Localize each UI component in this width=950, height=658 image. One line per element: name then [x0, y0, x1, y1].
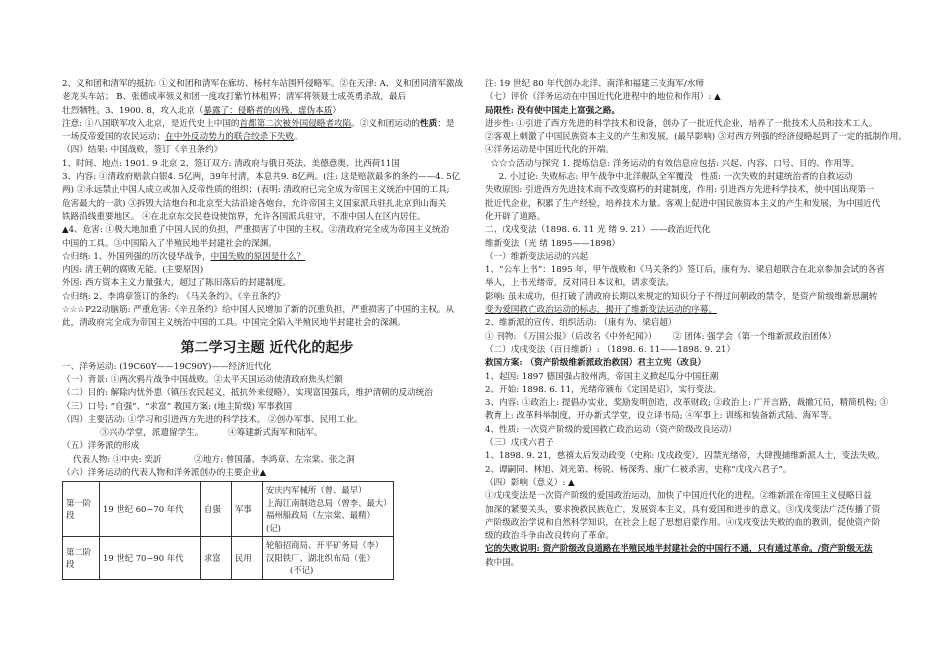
text-line: 外因: 西方资本主义力量强大，超过了陈旧落后的封建制度。 [62, 278, 292, 289]
text-line: 产阶级政治学说和自然科学知识，在社会上起了思想启蒙作用。④戊戌变法失败的血的教训，促使资产阶 [485, 517, 881, 528]
text-span: 注意: ①八国联军攻入北京，是近代史上中国的 [62, 118, 240, 129]
table-cell: 军事 [232, 482, 263, 537]
text-line: 两) ②永远禁止中国人成立或加入反帝性质的组织；(表明: 清政府已完全成为帝国主义统治中国的工具; [62, 185, 450, 196]
left-column [62, 78, 472, 580]
text-line: 1、起因: 1897 德国强占胶州湾，帝国主义掀起瓜分中国狂潮 [485, 371, 719, 382]
text-line: ☆☆☆P22动脑筋: 严重危害:《辛丑条约》给中国人民增加了新的沉重负担，严重损害了中国的主权。从 [62, 305, 455, 316]
text-line: （一）维新变法运动的兴起 [485, 251, 589, 262]
text-line: 维新变法（光 绪 1895——1898） [485, 238, 621, 249]
text-line: （二）戊戌变法（百日维新）: （1898. 6. 11——1898. 9. 21） [485, 344, 736, 355]
text-line: （一）背景: ①两次鸦片战争中国战败。②太平天国运动使清政府焦头烂额 [62, 374, 343, 385]
text-line: 内因: 清王朝的腐败无能。(主要原因) [62, 265, 204, 276]
table-cell: 求富 [201, 537, 232, 580]
company-item: (不记) [290, 565, 314, 576]
text-line: 它的失败说明: 资产阶级改良道路在半殖民地半封建社会的中国行不通，只有通过革命。/资产阶级无法 [485, 544, 873, 555]
table-cell: 19 世纪 60~70 年代 [100, 482, 201, 537]
text-span: ：是 [437, 118, 455, 129]
table-cell: 第一阶段 [63, 482, 100, 537]
text-line: 二、戊戌变法（1898. 6. 11 光 绪 9. 21）——政治近代化 [485, 225, 711, 236]
table-row [63, 537, 394, 580]
text-line [62, 251, 472, 264]
text-line: 变为爱国救亡政治运动的标志，揭开了维新变法运动的序幕。 [485, 305, 718, 316]
section-heading: 第二学习主题 近代化的起步 [180, 339, 354, 356]
text-line: 局限性: 没有使中国走上富强之路。 [485, 105, 621, 116]
text-line: 2、维新派的宣传、组织活动: （康有为、梁启超） [485, 318, 677, 329]
underlined-text: 在中外反动势力的联合绞杀下失败 [165, 132, 295, 143]
text-line: ▲4、危害: ①极大地加重了中国人民的负担，严重损害了中国的主权。②清政府完全成为帝国主义统治 [62, 225, 450, 236]
text-line: 一、洋务运动: (19C60Y——19C90Y)——经济近代化 [62, 361, 272, 372]
text-line: 2. 小过论: 失败标志: 甲午战争中北洋舰队全军覆没 性质: 一次失败的封建统治者的自救运动 [485, 172, 853, 183]
text-line: 举人，上书光绪帝，反对同日本议和，请求变法。 [485, 278, 675, 289]
text-line: （三）口号: “自强”、“求富” 教国方案: (地主阶级) 军事救国 [62, 401, 293, 412]
text-line: 进步性: ①引进了西方先进的科学技术和设备，创办了一批近代企业，培养了一批技术人员和技术工人。 [485, 118, 878, 129]
underlined-text: 首都第二次被外国侵略者攻陷 [239, 118, 352, 129]
text-span: 。②义和团运动的 [351, 118, 421, 129]
text-line: （三）戊戌六君子 [485, 438, 554, 449]
table-cell: 自强 [201, 482, 232, 537]
text-line: ☆归纳: 2、李鸿章签订的条约: 《马关条约》、《辛丑条约》 [62, 291, 285, 302]
text-line [62, 105, 472, 118]
text-line: （六）洋务运动的代表人物和洋务派创办的主要企业▲ [62, 468, 267, 479]
text-line: 中国的工具。③中国陷入了半殖民地半封建社会的深渊。 [62, 238, 277, 249]
text-line: 1、时间、地点: 1901. 9 北京 2、签订双方: 清政府与俄日英法、美德意奥、比西荷11国 [62, 158, 400, 169]
text-line: （四）影响（意义）: ▲ [485, 477, 575, 488]
text-line: 级的政治斗争由改良转向了革命。 [485, 531, 614, 542]
company-item: 汉阳铁厂、湖北织布局（张） [266, 552, 375, 563]
table-cell: 第二阶段 [63, 537, 100, 580]
text-span: ☆归纳: 1、外国列强的历次侵华战争， [62, 251, 211, 262]
text-line: 铁路沿线重要地区。 ④在北京东交民巷设使馆界，允许各国派兵驻守，不准中国人在区内居住。 [62, 211, 426, 222]
text-line: 教育上: 改革科举制度，开办新式学堂，设立译书局; ④军事上: 训练和装备新式陆、海军等。 [485, 411, 838, 422]
bold-text: 性质 [420, 118, 438, 129]
text-line: ☆☆☆活动与探究 1. 提炼信息: 洋务运动的有效信息应包括: 兴起、内容、口号、目的、作用等。 [485, 158, 860, 169]
text-line [62, 118, 472, 131]
table-row [63, 482, 394, 537]
text-line: 2、开始: 1898. 6. 11，光绪帝颁布《定国是诏》，实行变法。 [485, 384, 722, 395]
text-line: ① 刊物: 《万国公报》（后改名《中外纪闻》） ② 团体: 强学会（第一个维新派政治团体） [485, 331, 837, 342]
text-line: 危害最大的一款) ③拆毁大沽炮台和北京至大沽沿途各炮台，允许帝国主义国家派兵驻扎北京到山海关 [62, 198, 447, 209]
text-line: 1、“公车上书”：1895 年，甲午战败和《马关条约》签订后，康有为、梁启超联合在北京参加会试的各省 [485, 265, 885, 276]
text-line [62, 131, 472, 144]
text-line: 2、谭嗣同、林旭、刘光第、杨锐、杨深秀、康广仁被杀害，史称“戊戌六君子”。 [485, 464, 792, 475]
underlined-text: 暴露了：侵略者的凶残、虚伪本质 [203, 105, 333, 116]
text-span: 壮烈牺牲。3、1900. 8，攻入北京（ [62, 105, 204, 116]
text-line: 3、内容: ①政治上: 提倡办实业，奖励发明创造，改革财政; ②政治上: 广开言路，裁撤冗员，精简机构; ③ [485, 398, 889, 409]
text-line: 化开辟了道路。 [485, 211, 546, 222]
table-cell: 19 世纪 70~90 年代 [100, 537, 201, 580]
text-line: 此，清政府完全成为帝国主义统治中国的工具。中国完全陷入半殖民地半封建社会的深渊。 [62, 318, 406, 329]
company-item: 福州船政局（左宗棠、最精） (记) [266, 510, 375, 533]
text-line: （四）主要活动: ①学习和引进西方先进的科学技术。 ②创办军事、民用工业。 [62, 414, 363, 425]
enterprise-table [62, 481, 394, 580]
text-line: 注: 19 世纪 80 年代创办北洋、南洋和福建三支海军/水师 [485, 79, 705, 89]
text-span: 一场反帝爱国的农民运动； [62, 132, 166, 143]
right-column [485, 78, 910, 570]
text-line: 加深的紧要关头，要求挽救民族危亡，发展资本主义，具有爱国和进步的意义。③戊戌变法广泛传播了资 [485, 504, 881, 515]
text-line: （七）评价（洋务运动在中国近代化进程中的地位和作用）: ▲ [485, 92, 721, 103]
text-line: （四）结果: 中国战败，签订《辛丑条约》 [62, 145, 223, 156]
text-line: 1、1898. 9. 21，慈禧太后发动政变（史称: 戊戌政变），囚禁光绪帝，大肆搜捕维新派人士，变法失败。 [485, 451, 885, 462]
text-line: 影响: 虽未成功，但打破了清政府长期以来规定的知识分子不得过问朝政的禁令，是资产阶级维新思潮转 [485, 291, 878, 302]
company-item: 轮船招商局、开平矿务局（李） [266, 540, 384, 551]
text-line: 老龙头车站； B、张德成率领义和团一度攻打紫竹林租界；清军将领聂士成英勇杀敌，最后 [62, 92, 407, 103]
text-span: 。 [294, 132, 303, 143]
table-cell [263, 482, 394, 537]
text-line: 救中国。 [485, 557, 520, 568]
text-line: （二）目的: 解除内忧外患（镇压农民起义，抵抗外来侵略），实现富国强兵，维护清朝的反动统治 [62, 388, 433, 399]
text-line: 救国方案: （资产阶级维新派政治救国）君主立宪（改良） [485, 358, 707, 369]
text-line: ②客观上刺激了中国民族资本主义的产生和发展，(最早影响) ③对西方列强的经济侵略起到了一定的抵制作用。 [485, 132, 907, 143]
text-line: ①戊戌变法是一次资产阶级的爱国政治运动，加快了中国近代化的进程。②维新派在帝国主义侵略日益 [485, 491, 872, 502]
table-cell: 民用 [232, 537, 263, 580]
underlined-text: 中国失败的原因是什么？ [210, 251, 306, 262]
text-line: 失败原因: 引进西方先进技术而不改变腐朽的封建制度，作用: 引进西方先进科学技术，使中国出现第一 [485, 185, 875, 196]
company-item: 安庆内军械所（曾、最早） [266, 485, 367, 496]
text-span: ） [332, 105, 341, 116]
text-line: 4、性质: 一次资产阶级的爱国救亡政治运动（资产阶级改良运动） [485, 424, 737, 435]
text-line: ③兴办学堂，派遣留学生。 ④筹建新式海军和陆军。 [62, 428, 323, 439]
table-cell [263, 537, 394, 580]
text-line: （五）洋务派的形成 [62, 441, 140, 452]
text-line: 3、内容: ①清政府赔款白银4. 5亿两，39年付清，本息共9. 8亿两。(注: 这是赔款最多的条约——4. 5亿 [62, 172, 461, 183]
company-item: 上海江南制造总局（曾李、最大） [266, 497, 392, 508]
text-line: 批近代企业，积累了生产经验，培养技术力量。客观上促进中国民族资本主义的产生和发展，为中国近代 [485, 198, 881, 209]
text-line: 2、义和团和清军的抵抗: ①义和团和清军在廊坊、杨村车站围歼侵略军。②在天津: A、义和团同清军激战 [62, 79, 464, 89]
text-line: 代表人物: ①中央: 奕訢 ②地方: 曾国藩、李鸿章、左宗棠、张之洞 [62, 454, 355, 465]
text-line: ④洋务运动是中国近代化的开端。 [485, 145, 614, 156]
